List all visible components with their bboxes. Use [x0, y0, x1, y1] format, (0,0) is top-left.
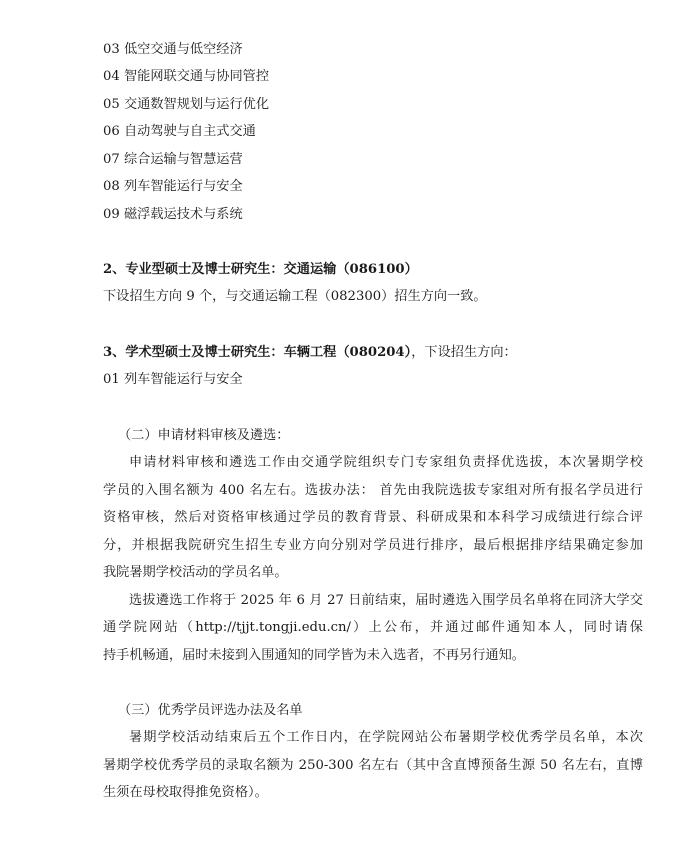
section3-item: 01 列车智能运行与安全 — [103, 372, 243, 387]
review-paragraph-line: 我院暑期学校活动的学员名单。 — [103, 565, 288, 580]
section2-heading: 2、专业型硕士及博士研究生：交通运输（086100） — [103, 262, 418, 277]
excellent-paragraph-line: 生须在母校取得推免资格）。 — [103, 785, 268, 800]
review-paragraph2-line: 通学院网站（http://tjjt.tongji.edu.cn/）上公布，并通过邮件通知本人，同时请保 — [103, 620, 643, 635]
excellent-heading: （三）优秀学员评选办法及名单 — [118, 703, 303, 718]
review-paragraph2-line: 持手机畅通，届时未接到入围通知的同学皆为未入选者，不再另行通知。 — [103, 648, 525, 663]
direction-item: 08 列车智能运行与安全 — [103, 179, 243, 194]
direction-item: 04 智能网联交通与协同管控 — [103, 69, 270, 84]
review-paragraph-line: 学员的入围名额为 400 名左右。选拔办法： 首先由我院选拔专家组对所有报名学员进行 — [103, 483, 643, 498]
direction-item: 06 自动驾驶与自主式交通 — [103, 124, 256, 139]
review-paragraph-line: 分，并根据我院研究生招生专业方向分别对学员进行排序，最后根据排序结果确定参加 — [103, 538, 643, 553]
review-paragraph2-line: 选拔遴选工作将于 2025 年 6 月 27 日前结束，届时遴选入围学员名单将在同济大学交 — [129, 593, 643, 608]
section3-heading-rest: ，下设招生方向： — [411, 345, 517, 360]
direction-item: 03 低空交通与低空经济 — [103, 42, 243, 57]
review-paragraph-line: 申请材料审核和遴选工作由交通学院组织专门专家组负责择优选拔，本次暑期学校 — [129, 455, 643, 470]
section3-heading-bold: 3、学术型硕士及博士研究生：车辆工程（080204） — [103, 345, 412, 360]
direction-item: 09 磁浮载运技术与系统 — [103, 207, 243, 222]
review-paragraph-line: 资格审核，然后对资格审核通过学员的教育背景、科研成果和本科学习成绩进行综合评 — [103, 510, 643, 525]
excellent-paragraph-line: 暑期学校优秀学员的录取名额为 250-300 名左右（其中含直博预备生源 50 名左右，直博 — [103, 758, 643, 773]
direction-item: 05 交通数智规划与运行优化 — [103, 97, 270, 112]
section3-heading — [103, 344, 643, 362]
section2-body: 下设招生方向 9 个，与交通运输工程（082300）招生方向一致。 — [103, 289, 487, 304]
direction-item: 07 综合运输与智慧运营 — [103, 152, 243, 167]
review-heading: （二）申请材料审核及遴选： — [118, 428, 290, 443]
excellent-paragraph-line: 暑期学校活动结束后五个工作日内，在学院网站公布暑期学校优秀学员名单，本次 — [129, 730, 643, 745]
